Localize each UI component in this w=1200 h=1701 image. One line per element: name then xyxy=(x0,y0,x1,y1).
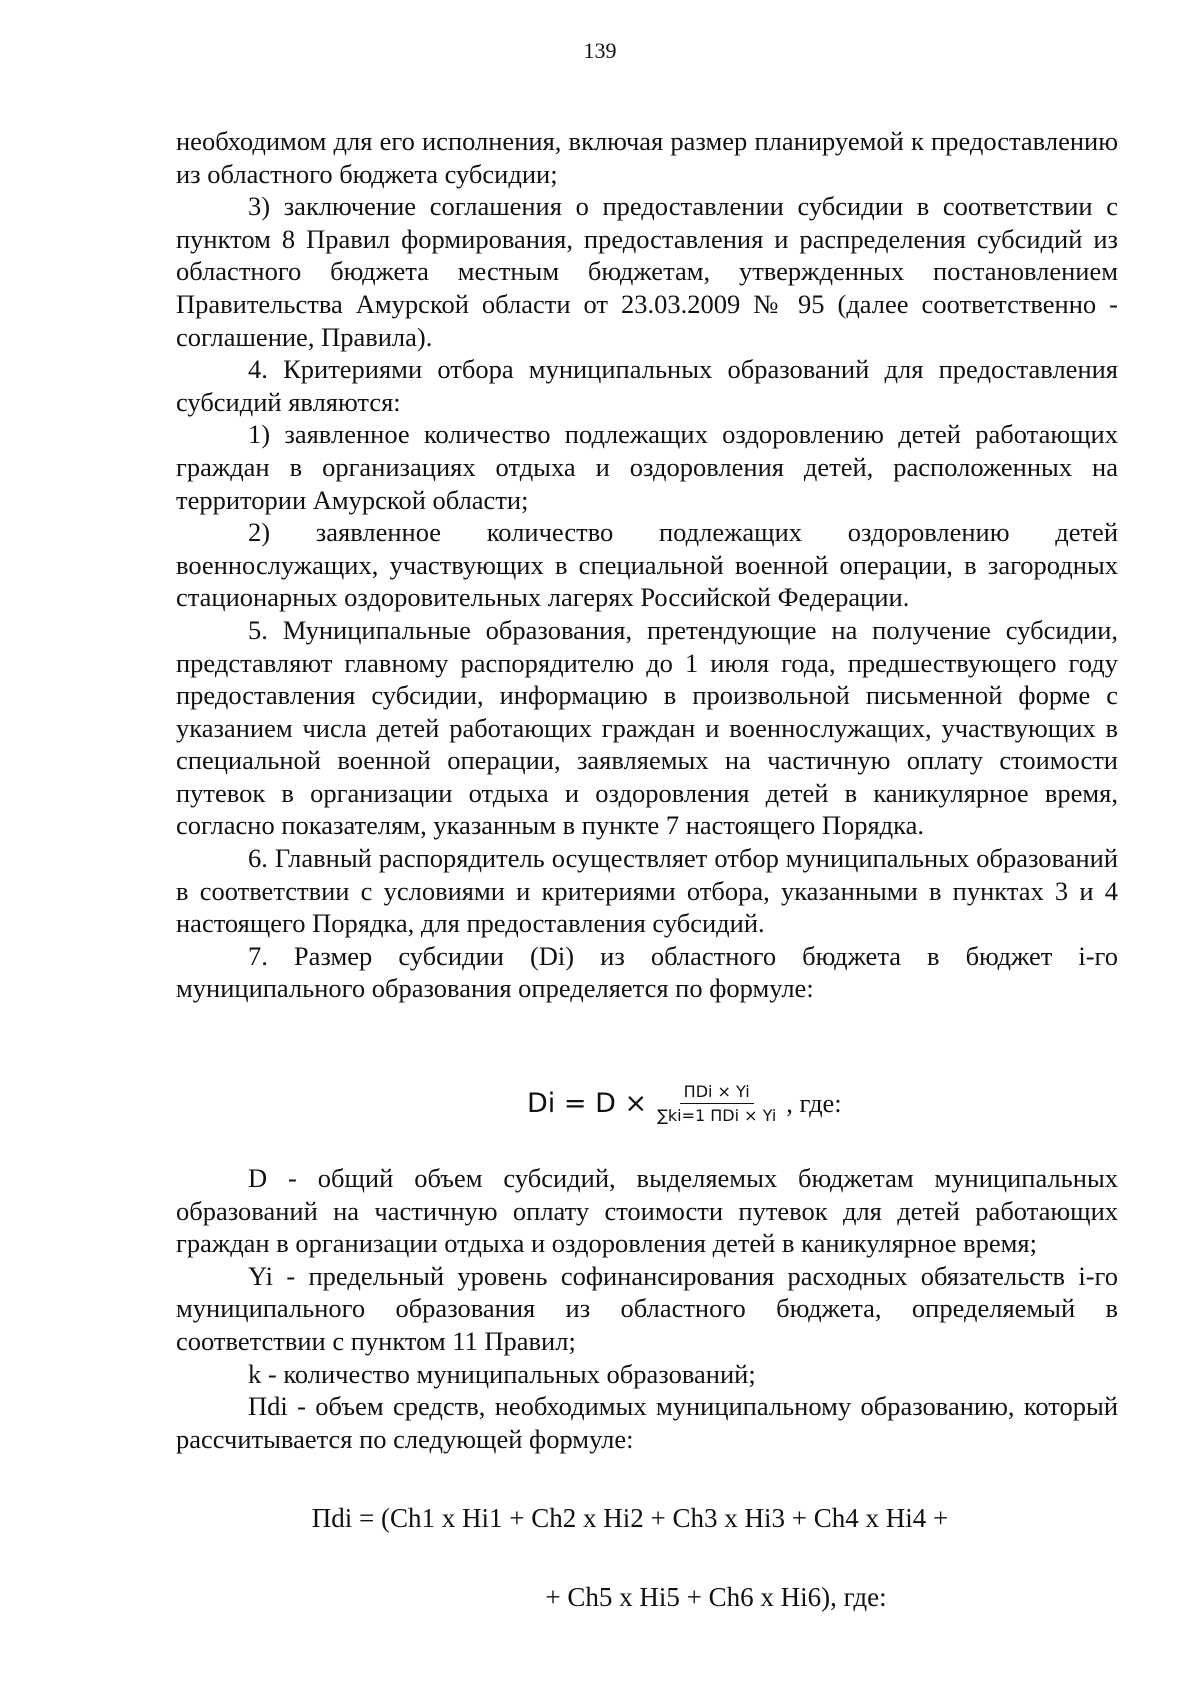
body-text-lower xyxy=(176,1162,1118,1455)
formula-numerator: ПDi × Yi xyxy=(680,1082,754,1104)
funds-formula-line-1: Пdi = (Ch1 x Hi1 + Ch2 x Hi2 + Ch3 x Hi3 + Ch4 x Hi4 + xyxy=(311,1503,949,1533)
paragraph: D - общий объем субсидий, выделяемых бюджетам муниципальных образований на частичную оплату стоимости путевок для детей работающих граждан в организации отдыха и оздоровления детей в каникулярное время; xyxy=(176,1163,1118,1259)
formula-fraction xyxy=(653,1082,780,1125)
paragraph: 1) заявленное количество подлежащих оздоровлению детей работающих граждан в организациях отдыха и оздоровления детей, расположенных на территории Амурской области; xyxy=(176,419,1118,515)
paragraph: 5. Муниципальные образования, претендующие на получение субсидии, представляют главному распорядителю до 1 июля года, предшествующего году предоставления субсидии, информацию в произвольной письменной форме с указанием числа детей работающих граждан и военнослужащих, участвующих в специальной военной операции, заявляемых на частичную оплату стоимости путевок в организации отдыха и оздоровления детей в каникулярное время, согласно показателям, указанным в пункте 7 настоящего Порядка. xyxy=(176,614,1118,841)
paragraph: 7. Размер субсидии (Di) из областного бюджета в бюджет i-го муниципального образования определяется по формуле: xyxy=(176,940,1118,1004)
formula-denominator: ∑ki=1 ПDi × Yi xyxy=(657,1105,777,1125)
body-text-upper xyxy=(176,125,1118,1005)
formula-tail: , где: xyxy=(786,1087,842,1118)
paragraph: необходимом для его исполнения, включая размер планируемой к предоставлению из областного бюджета субсидии; xyxy=(176,126,1118,189)
subsidy-formula xyxy=(527,1068,842,1138)
formula-lhs: Di = D × xyxy=(527,1087,648,1119)
page-number: 139 xyxy=(583,38,617,63)
paragraph: Yi - предельный уровень софинансирования расходных обязательств i-го муниципального образования из областного бюджета, определяемый в соответствии с пунктом 11 Правил; xyxy=(176,1260,1118,1356)
paragraph: k - количество муниципальных образований; xyxy=(248,1358,756,1389)
funds-formula-line-2: + Ch5 x Hi5 + Ch6 x Hi6), где: xyxy=(545,1582,887,1612)
paragraph: 3) заключение соглашения о предоставлении субсидии в соответствии с пунктом 8 Правил формирования, предоставления и распределения субсидий из областного бюджета местным бюджетам, утвержденных постановлением Правительства Амурской области от 23.03.2009 № 95 (далее соответственно - соглашение, Правила). xyxy=(176,191,1118,352)
paragraph: Пdi - объем средств, необходимых муниципальному образованию, который рассчитывается по следующей формуле: xyxy=(176,1391,1118,1454)
paragraph: 4. Критериями отбора муниципальных образований для предоставления субсидий являются: xyxy=(176,354,1118,417)
paragraph: 2) заявленное количество подлежащих оздоровлению детей военнослужащих, участвующих в специальной военной операции, в загородных стационарных оздоровительных лагерях Российской Федерации. xyxy=(176,517,1118,613)
paragraph: 6. Главный распорядитель осуществляет отбор муниципальных образований в соответствии с условиями и критериями отбора, указанными в пунктах 3 и 4 настоящего Порядка, для предоставления субсидий. xyxy=(176,843,1118,939)
